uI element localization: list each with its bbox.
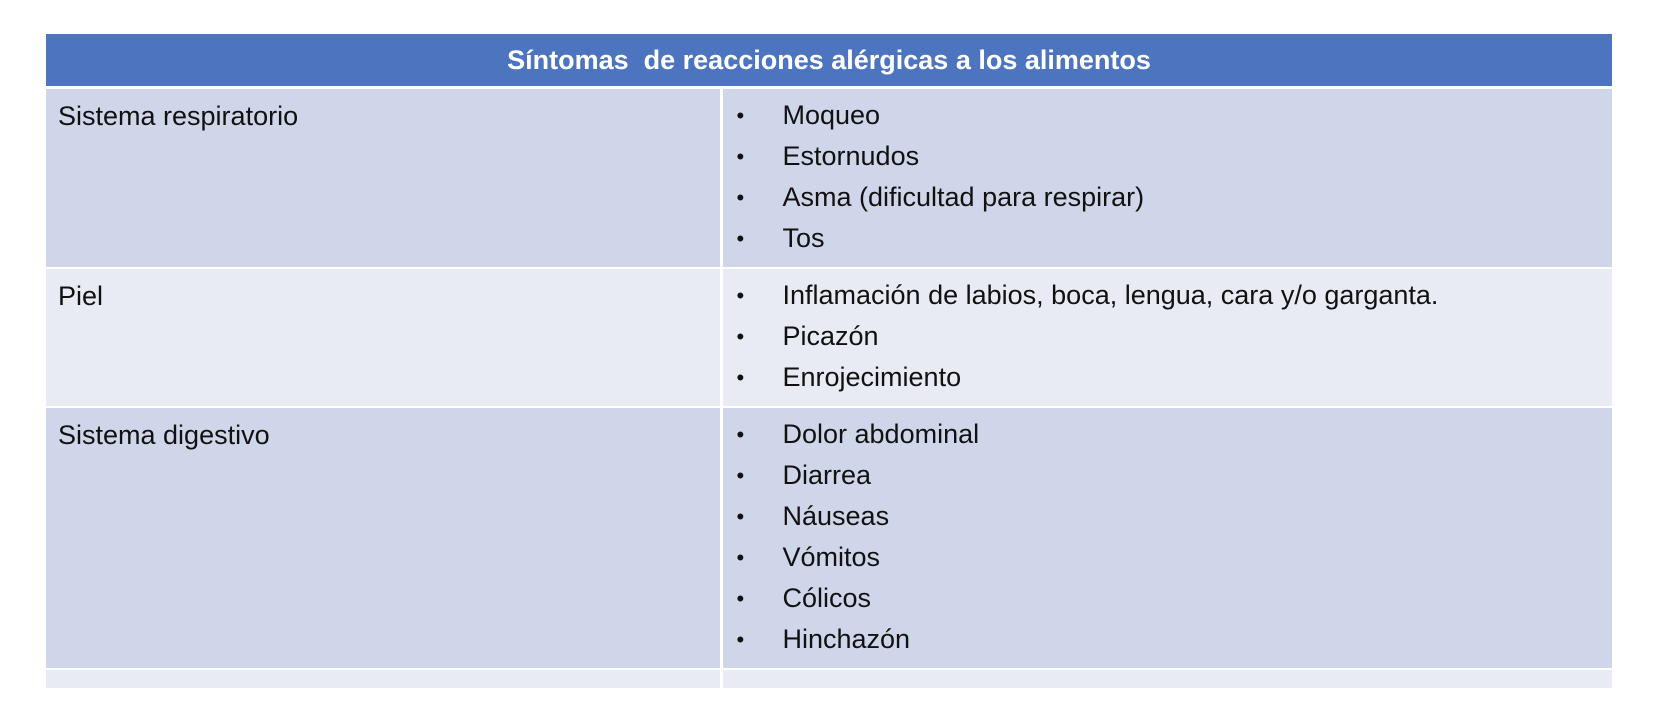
symptom-text: Hinchazón [782,624,911,654]
symptom-item [723,537,1613,578]
bullet-icon: • [736,463,745,488]
symptom-list [723,269,1613,406]
symptom-item [723,455,1613,496]
symptoms-cell [721,88,1612,269]
symptom-item [723,275,1613,316]
category-cell: Sistema digestivo [46,407,721,669]
symptom-item [723,177,1613,218]
symptom-item [723,316,1613,357]
symptom-item [723,414,1613,455]
symptom-text: Estornudos [782,141,920,171]
symptom-text: Inflamación de labios, boca, lengua, cara y/o garganta. [782,280,1439,310]
symptom-item [723,136,1613,177]
symptom-text: Náuseas [782,501,890,531]
table-title: Síntomas de reacciones alérgicas a los alimentos [46,34,1612,88]
bullet-icon: • [736,185,745,210]
symptom-text: Diarrea [782,460,872,490]
empty-cell [46,669,721,688]
symptom-text: Vómitos [782,542,881,572]
symptom-text: Cólicos [782,583,872,613]
symptom-item [723,95,1613,136]
bullet-icon: • [736,103,745,128]
bullet-icon: • [736,283,745,308]
symptoms-table [46,34,1612,688]
bullet-icon: • [736,545,745,570]
symptom-text: Tos [782,223,825,253]
bullet-icon: • [736,324,745,349]
symptom-item [723,619,1613,660]
bullet-icon: • [736,504,745,529]
bullet-icon: • [736,422,745,447]
category-cell: Piel [46,268,721,407]
symptom-text: Dolor abdominal [782,419,980,449]
bullet-icon: • [736,586,745,611]
bullet-icon: • [736,627,745,652]
symptom-text: Picazón [782,321,879,351]
symptom-list [723,89,1613,267]
symptoms-cell [721,407,1612,669]
empty-cell [721,669,1612,688]
symptom-text: Moqueo [782,100,881,130]
symptom-item [723,218,1613,259]
bullet-icon: • [736,226,745,251]
table-row-digestive [46,407,1612,669]
bullet-icon: • [736,365,745,390]
symptom-list [723,408,1613,668]
symptom-item [723,357,1613,398]
table-bottom-strip [46,669,1612,688]
symptom-item [723,496,1613,537]
table-header-row [46,34,1612,88]
category-cell: Sistema respiratorio [46,88,721,269]
bullet-icon: • [736,144,745,169]
symptom-item [723,578,1613,619]
table-row-skin [46,268,1612,407]
symptom-text: Enrojecimiento [782,362,962,392]
symptoms-cell [721,268,1612,407]
symptom-text: Asma (dificultad para respirar) [782,182,1145,212]
table-row-respiratory [46,88,1612,269]
